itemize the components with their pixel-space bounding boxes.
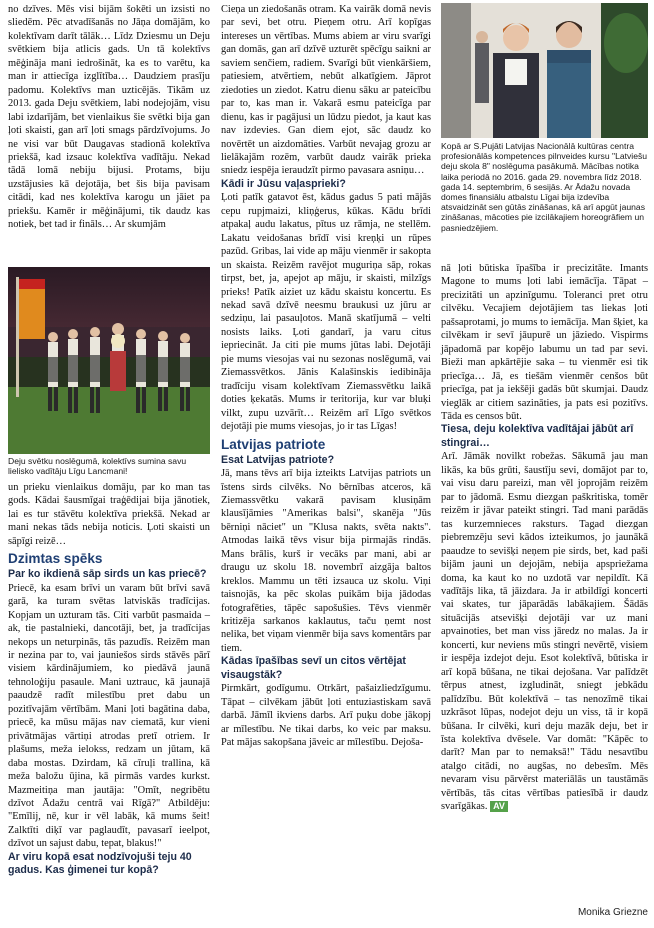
dance-festival-photo [8,267,210,454]
paragraph: Jā, mans tēvs arī bija izteikts Latvijas patriots un īstens sirds cilvēks. No bērnības atceros, kā Ziemassvētku vakarā pavisam klusiņām klausījāmies "Amerikas balsi", skanēja "Jūs bērniņi nāciet" un "Klusa nakts, svēta nakts". Atmodas laikā tēvs visur bija pirmajās rindās. Mans brālis, kurš ir vecāks par mani, abi ar draugu uz skolu 18. novembrī aizgāja baltos kreklos. Mammu un tēti izsauca uz skolu. Viņi taisnojās, ka pēc skolas puikām bija jādodas fotografēties, tāpēc sapošušies. Tēvs vienmēr kritizēja sarkanos kaklautus, taču ņemt nost nelika, bet viņam vienmēr bija savs komentārs par tiem. [221,468,431,654]
article-column-1-lower [8,481,210,878]
paragraph: no dzīves. Mēs visi bijām šokēti un izsisti no sliedēm. Pēc atvadīšanās no Jāņa domājām, ko kolektīvam darīt tālāk… Līdz Dziesmu un Deju svētkiem bija atlicis gads. Un tā kolektīvs mēģināja mani iedrošināt, ka es to varētu, ka man ir attiecīga izglītība… Daudziem prasīju padomu. Kolektīvs man uzticējās. Tikām uz 2013. gada Deju svētkiem, labi nodejojām, visu labi izdarījām, bet vienlaikus šie svētki bija gan ļoti skaisti, gan arī ļoti smags pārdzīvojums. Jo ne visi var būt Daugavas stadionā kolektīva priekšā, kad izsauc kolektīva vadītāju. Nekad tādā lomā nebiju bijusi. Protams, biju uzstājusies kā dejotāja, bet šis bija pavisam citādi, kad nes kolektīva karogu un jāiet pa priekšu. Kamēr ir mēģinājumi, tik daudz kas notiek, bet tad ir fināls… Ar skumjām [8,4,210,231]
interview-question: Tiesa, deju kolektīva vadītājai jābūt arī stingrai… [441,423,634,449]
article-column-2 [221,3,431,750]
interview-question: Ar viru kopā esat nodzīvojuši teju 40 gadus. Kas ģimenei tur kopā? [8,850,192,877]
paragraph: Ļoti patīk gatavot ēst, kādus gadus 5 pati mājās cepu rupjmaizi, kliņģerus, kūkas. Kādu brīdi atpakaļ audu lakatus, pītus uz rāmja, ne stellēm. Lakatu veidošanas brīdī visi kreņķi un rūpes pazūd. Gribas, lai vide ap māju vienmēr ir sakopta un skaista. Reizēm ravējot muguriņa sāp, rokas tirpst, bet, ja, apejot ap māju, ir skaisti, milzīgs prieks! Patīk aiziet uz kādu skaistu koncertu. Es nekad savā dzīvē neesmu braukusi uz jūru ar sedziņu, lai pasauļotos. Manā skatījumā – velti nosists laiks. Ļoti gandarī, ja varu citus iepriecināt. Ja citi pie mums jūtas labi. Dejotāji pie mums viesojas vai nu sezonas noslēgumā, vai Ziemassvētkos. Jānis Kalašinskis iedibināja tradīciju visam kolektīvam Ziemassvētku laikā doties ķekatās. Mums ir teritorija, kur var bluķi vilkt, zupu uzvārīt… Reizēm arī Līgo svētkos dejotāji pie mums viesojas, jo ir tas Līgas! [221,192,431,433]
author-name: Monika Griezne [577,907,648,918]
end-badge: AV [490,801,508,812]
article-column-3 [441,262,648,814]
paragraph: Priecē, ka esam brīvi un varam būt brīvi savā garā, ka turam svētas latviskās tradīcijas. Kopjam un uzturam tās. Citi varbūt pasmaida – ak, tie pastalnieki, dancotāji, bet, ja tradīcijas nekops un neturpinās, tās pazudīs. Reizēm man ir nezina par to, vai jauniešos sirds stāvēs pārī visiem kārdinājumiem, ko piedāvā jaunā tehnoloģiju pasaule. Mani uztrauc, kā jaunajā paaudzē radīt milestību pret dabu un pozitīvajām vērtībām. Mani ļoti bagātina daba, priecē, ka mūsu mājas nav ciematā, kur vieni privātmājas vārtiņi atrodas pretī otriem. Ir plašums, meža ielokss, redzam un jūtam, kā daba mostas. Dzirdam, kā cīruļi trallina, kā meža baložu ūjina, kā pirmās vardes kurkst. Mazmeitiņa man jautāja: "Omīt, negribētu dzīvot Ādažu centrā vai Rīgā?" Atbildēju: "Emīlij, nē, kur ir vēl labāk, kā mums šeit! Zalktīti diķī var paglaudīt, pavasarī ieelpot, dzīvot un sajust dabu, tepat, blakus!" [8,582,210,850]
paragraph: nā ļoti būtiska īpašība ir precizitāte. Imants Magone to mums ļoti labi iemācīja. Tāpat – precizitāti un apzinīgumu. Toleranci pret otru cilvēku. Vecajiem dejotājiem tas liekas ļoti pašsaprotami, jo mums to iemācīja. Man šķiet, ka cilvēkam ir sevī jāupurē un jāziedo. Vispirms jāpadomā par kopējo labumu un tad par sevi. Bieži man apkārtējie saka – tu vienmēr esi tik priecīga… Jā, es tiešām vienmēr cenšos būt priecīga, pat ja iekšēji gadās būt skumjai. Daudz vieglāk ar citiem sazināties, ja pats esi pozitīvs. Tāda es censos būt. [441,263,648,422]
award-photo [441,3,648,138]
paragraph: Cieņa un ziedošanās otram. Ka vairāk domā nevis par sevi, bet otru. Pieņem otru. Arī kopīgas intereses un vērtības. Mums abiem ar viru svarīgi gan domās, gan arī dzīvē uzturēt spēcīgu saikni ar saviem senčiem, radiem. Svarīgi būt vienkāršiem, patiesiem, atvērtiem, nebūt alkatīgiem. Jāprot ziedoties un ziedot. Katru dienu sāku ar pateicību par to, kas man ir. Vakarā esmu pateicīga par dienu, kas ir pagājusi un lūdzu piedot, ja kaut kas nav izdevies. Gan diem ejot, sāc daudz ko novērtēt un aizdomāties. Varbūt nevajag grozu ar lielākajām rozēm, varbūt daudz vairāk prieka sniedz iespēja ieraudzīt pirmo pavasara asniņu… [221,4,431,177]
paragraph-text: Arī. Jāmāk novilkt robežas. Sākumā jau man likās, ka būs grūti, šaustīju sevi, domājot par to, vai visu daru pareizi, man vēl joprojām reizēm par to jādomā. Esmu diezgan paškritiska, tomēr reizēm ir jāvar pateikt stingri. Tad mani parādās tas kurzemnieces raksturs. Tagad diezgan piebremzēju sevi kādos izteikumos, jo jaunākā paaudze to sevišķi neņem pie sirds, bet, kad paši bijām jauni un dejojām, nebija apspriežama doma, ka kaut ko no uzdotā var nepildīt. Kā vadītājs lika, tā jāizdara. Ja ir atbildīgi koncerti vai skates, tur jāparādās labākajiem. Šādās situācijās atsevišķi dejotāji var uz mani apvainoties, bet man viss jāredz no malas. Ja ir koncerti, kur neviens mūs stingri nevērtē, visiem ir iespēja izdejot deju. Esot kolektīvā, būtiska ir arī kopā būšana, ne tikai dejošana. Var palīdzēt tērpus atnest, izgludināt, sniegt jebkādu palīdzību. Būt kolektīvā – tas nenozīmē tikai uzkrāsot lūpas, nodejot deju un viss, tā ir kopā būšana. Ir cilvēki, kuri deju mazāk deju, bet ir īsta kolektīva dvēsele. Var domāt: "Kāpēc to darīt? Man par to nemaksā!" Tādu nesavtību atalgo citādi, no augšas, no debesīm. Mēs nevaram visu pārvērst materiālās un taustāmās vērtībās, tās citas vērtības patiesībā ir daudz svarīgākas. [441,451,648,813]
interview-question: Kādi ir Jūsu vaļasprieki? [221,177,346,190]
section-heading: Latvijas patriote [221,436,326,452]
paragraph: Pirmkārt, godīgumu. Otrkārt, pašaizliedzīgumu. Tāpat – cilvēkam jābūt ļoti entuziastiskam savā darbā. Jāmīl ikviens darbs. Arī puķu dobe jākopj ar mīlestību. Ne tikai darbs, ko veic par maksu. Pat mājas sakopšana jāveic ar mīlestību. Dejoša- [221,683,431,749]
interview-question: Esat Latvijas patriote? [221,453,335,466]
article-column-1 [8,3,210,232]
interview-question: Par ko ikdienā sāp sirds un kas priecē? [8,568,207,581]
paragraph [441,450,648,813]
photo-caption: Deju svētku noslēgumā, kolektīvs sumina savu lielisko vadītāju Līgu Lancmani! [8,456,187,477]
award-illustration [441,3,648,138]
interview-question: Kādas īpašības sevī un citos vērtējat visaugstāk? [221,655,406,681]
photo-caption: Kopā ar S.Pujāti Latvijas Nacionālā kultūras centra profesionālās kompetences pilnveides kursu "Latviešu deju skola 8" noslēguma pasākumā. Mācības notika laika periodā no 2016. gada 29. novembra līdz 2018. gada 14. septembrim, 6 sesijās. Ar Ādažu novada domes finansiālu atbalstu Līgai bija izdevība atsvaidzināt sen gūtās zināšanas, kā arī apgūt jaunas zināšanas, mācoties pie izcilākajiem horeogrāfiem un pasniedzējiem. [441,141,648,233]
dance-festival-illustration [8,267,210,454]
paragraph: un prieku vienlaikus domāju, par ko man tas gods. Kādai šausmīgai traģēdijai bija jānotiek, lai es tur stāvētu kolektīva priekšā. Nekad ar mani nekas tāds nebija noticis. Ļoti skaisti un sāpīgi reizē… [8,482,210,547]
section-heading: Dzimtas spēks [8,551,103,567]
